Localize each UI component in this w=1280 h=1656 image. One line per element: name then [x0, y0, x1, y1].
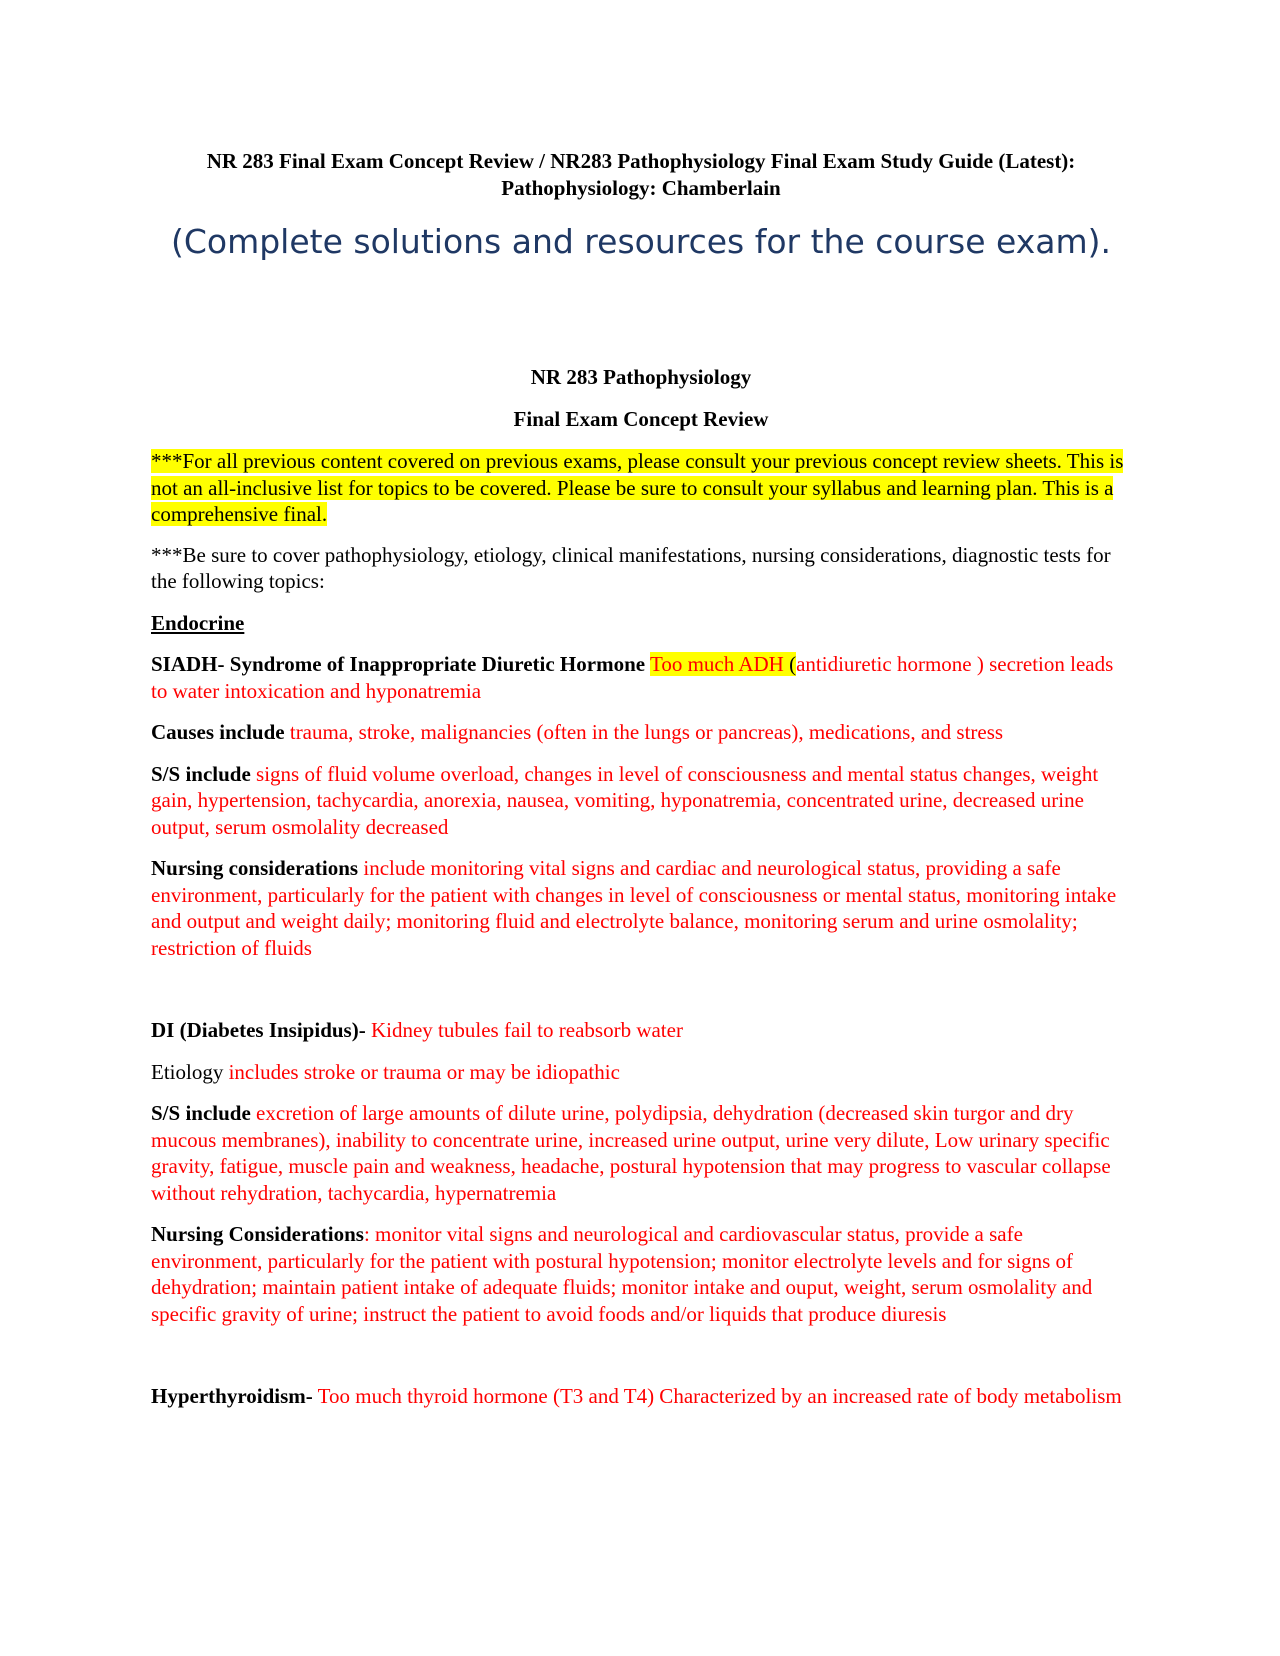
di-nursing-label: Nursing Considerations	[151, 1222, 364, 1246]
heading-course: NR 283 Pathophysiology	[530, 365, 752, 389]
heading-review: Final Exam Concept Review	[513, 407, 769, 431]
di-nursing	[151, 1221, 1131, 1327]
di-ss-label: S/S include	[151, 1101, 251, 1125]
notice-highlight: ***For all previous content covered on previous exams, please consult your previous concept review sheets. This is not an all-inclusive list for topics to be covered. Please be sure to consult your syllabus and learning plan. This is a comprehensive final.	[151, 449, 1124, 526]
siadh-causes	[151, 719, 1131, 746]
siadh-signs-symptoms	[151, 761, 1131, 841]
document-subtitle: (Complete solutions and resources for the course exam).	[170, 222, 1112, 261]
di-etiology	[151, 1059, 1131, 1086]
notice-paragraph	[151, 448, 1131, 528]
section-heading-endocrine	[151, 610, 1131, 637]
di-label: DI (Diabetes Insipidus)-	[151, 1018, 366, 1042]
di-etiology-label: Etiology	[151, 1059, 224, 1084]
hyperthyroidism-label: Hyperthyroidism-	[151, 1384, 313, 1408]
siadh-label: SIADH- Syndrome of Inappropriate Diuretic Hormone	[151, 652, 646, 676]
siadh-nursing-text: include monitoring vital signs and cardiac and neurological status, providing a safe environment, particularly for the patient with changes in level of consciousness or mental status, monitoring intake and output and weight daily; monitoring fluid and electrolyte balance, monitoring serum and urine osmolality; restriction of fluids	[151, 856, 1117, 960]
hyperthyroidism-definition	[151, 1383, 1131, 1410]
di-signs-symptoms	[151, 1100, 1131, 1206]
di-description: Kidney tubules fail to reabsorb water	[365, 1018, 683, 1042]
siadh-nursing	[151, 855, 1131, 961]
siadh-nursing-label: Nursing considerations	[151, 856, 359, 880]
siadh-highlight: Too much ADH	[649, 652, 790, 676]
siadh-definition	[151, 651, 1131, 704]
di-etiology-text: includes stroke or trauma or may be idiopathic	[223, 1059, 620, 1084]
di-nursing-text: : monitor vital signs and neurological and cardiovascular status, provide a safe environment, particularly for the patient with postural hypotension; monitor electrolyte levels and for signs of dehydration; maintain patient intake of adequate fluids; monitor intake and ouput, weight, serum osmolality and specific gravity of urine; instruct the patient to avoid foods and/or liquids that produce diuresis	[151, 1222, 1093, 1326]
di-ss-text: excretion of large amounts of dilute urine, polydipsia, dehydration (decreased skin turgor and dry mucous membranes), inability to concentrate urine, increased urine output, urine very dilute, Low urinary specific gravity, fatigue, muscle pain and weakness, headache, postural hypotension that may progress to vascular collapse without rehydration, tachycardia, hypernatremia	[151, 1101, 1111, 1205]
di-definition	[151, 1017, 1131, 1044]
siadh-ss-text: signs of fluid volume overload, changes in level of consciousness and mental status changes, weight gain, hypertension, tachycardia, anorexia, nausea, vomiting, hyponatremia, concentrated urine, decreased urine output, serum osmolality decreased	[151, 761, 1099, 839]
document-title-line1: NR 283 Final Exam Concept Review / NR283 Pathophysiology Final Exam Study Guide (Latest):	[206, 149, 1076, 173]
instructions-paragraph: ***Be sure to cover pathophysiology, etiology, clinical manifestations, nursing considerations, diagnostic tests for the following topics:	[151, 542, 1111, 593]
hyperthyroidism-description: Too much thyroid hormone (T3 and T4) Characterized by an increased rate of body metabolism	[312, 1384, 1122, 1408]
document-title-line2: Pathophysiology: Chamberlain	[501, 176, 781, 200]
siadh-paren: (	[789, 652, 797, 676]
section-heading-endocrine-text: Endocrine	[151, 610, 245, 635]
siadh-ss-label: S/S include	[151, 761, 251, 786]
document-content	[151, 148, 1131, 1410]
siadh-causes-text: trauma, stroke, malignancies (often in the lungs or pancreas), medications, and stress	[284, 720, 1004, 744]
siadh-description: antidiuretic hormone ) secretion leads to water intoxication and hyponatremia	[151, 652, 1114, 703]
document-title	[151, 148, 1131, 202]
siadh-causes-label: Causes include	[151, 720, 285, 744]
